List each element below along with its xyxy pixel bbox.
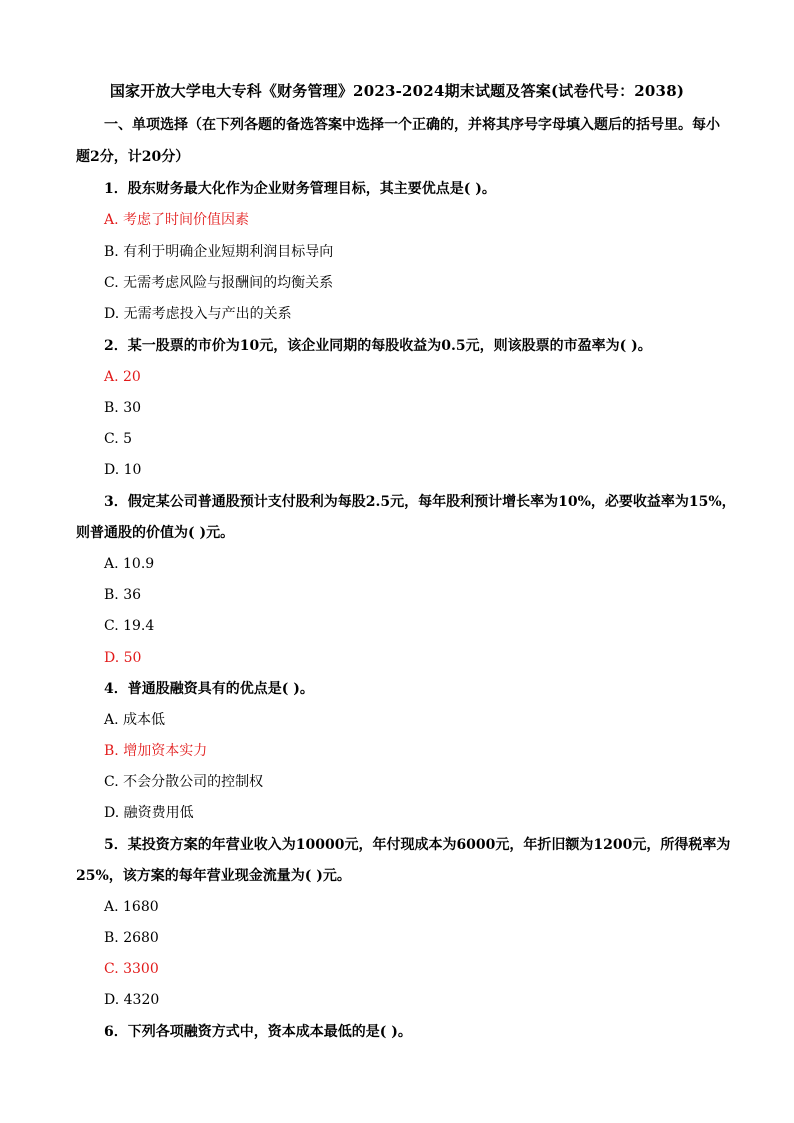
question-3-option-b: B. 36	[104, 587, 142, 603]
question-1-option-b: B. 有利于明确企业短期利润目标导向	[104, 244, 334, 260]
section-heading-line1: 一、单项选择（在下列各题的备选答案中选择一个正确的，并将其序号字母填入题后的括号里。每小	[104, 117, 720, 133]
question-3-option-a: A. 10.9	[104, 556, 155, 572]
question-6-text: 6．下列各项融资方式中，资本成本最低的是( )。	[104, 1024, 412, 1040]
question-4-option-b: B. 增加资本实力	[104, 743, 208, 759]
question-2-option-c: C. 5	[104, 431, 133, 447]
question-1-option-c: C. 无需考虑风险与报酬间的均衡关系	[104, 275, 334, 291]
document-title: 国家开放大学电大专科《财务管理》2023-2024期末试题及答案(试卷代号：2038)	[109, 82, 685, 100]
question-5-option-c: C. 3300	[104, 961, 159, 977]
question-3-option-c: C. 19.4	[104, 618, 155, 634]
question-5-option-b: B. 2680	[104, 930, 159, 946]
question-5-text: 5．某投资方案的年营业收入为10000元，年付现成本为6000元，年折旧额为1200元，所得税率为	[104, 837, 731, 853]
question-3-text: 3．假定某公司普通股预计支付股利为每股2.5元，每年股利预计增长率为10%，必要收益率为15%，	[104, 494, 736, 510]
question-1-text: 1．股东财务最大化作为企业财务管理目标，其主要优点是( )。	[104, 181, 496, 197]
question-2-option-b: B. 30	[104, 400, 142, 416]
question-3-option-d: D. 50	[104, 650, 142, 666]
question-4-option-d: D. 融资费用低	[104, 805, 194, 821]
question-4-option-a: A. 成本低	[104, 712, 166, 728]
question-4-text: 4．普通股融资具有的优点是( )。	[104, 681, 314, 697]
question-1-option-a: A. 考虑了时间价值因素	[104, 212, 250, 228]
question-2-option-d: D. 10	[104, 462, 142, 478]
question-2-text: 2．某一股票的市价为10元，该企业同期的每股收益为0.5元，则该股票的市盈率为( )。	[104, 338, 652, 354]
question-3-text-continued: 则普通股的价值为( )元。	[76, 525, 235, 541]
question-5-option-d: D. 4320	[104, 992, 160, 1008]
question-5-text-continued: 25%，该方案的每年营业现金流量为( )元。	[76, 868, 351, 884]
question-5-option-a: A. 1680	[104, 899, 159, 915]
section-heading-line2: 题2分，计20分）	[76, 149, 190, 165]
question-1-option-d: D. 无需考虑投入与产出的关系	[104, 306, 292, 322]
question-4-option-c: C. 不会分散公司的控制权	[104, 774, 264, 790]
question-2-option-a: A. 20	[104, 369, 141, 385]
